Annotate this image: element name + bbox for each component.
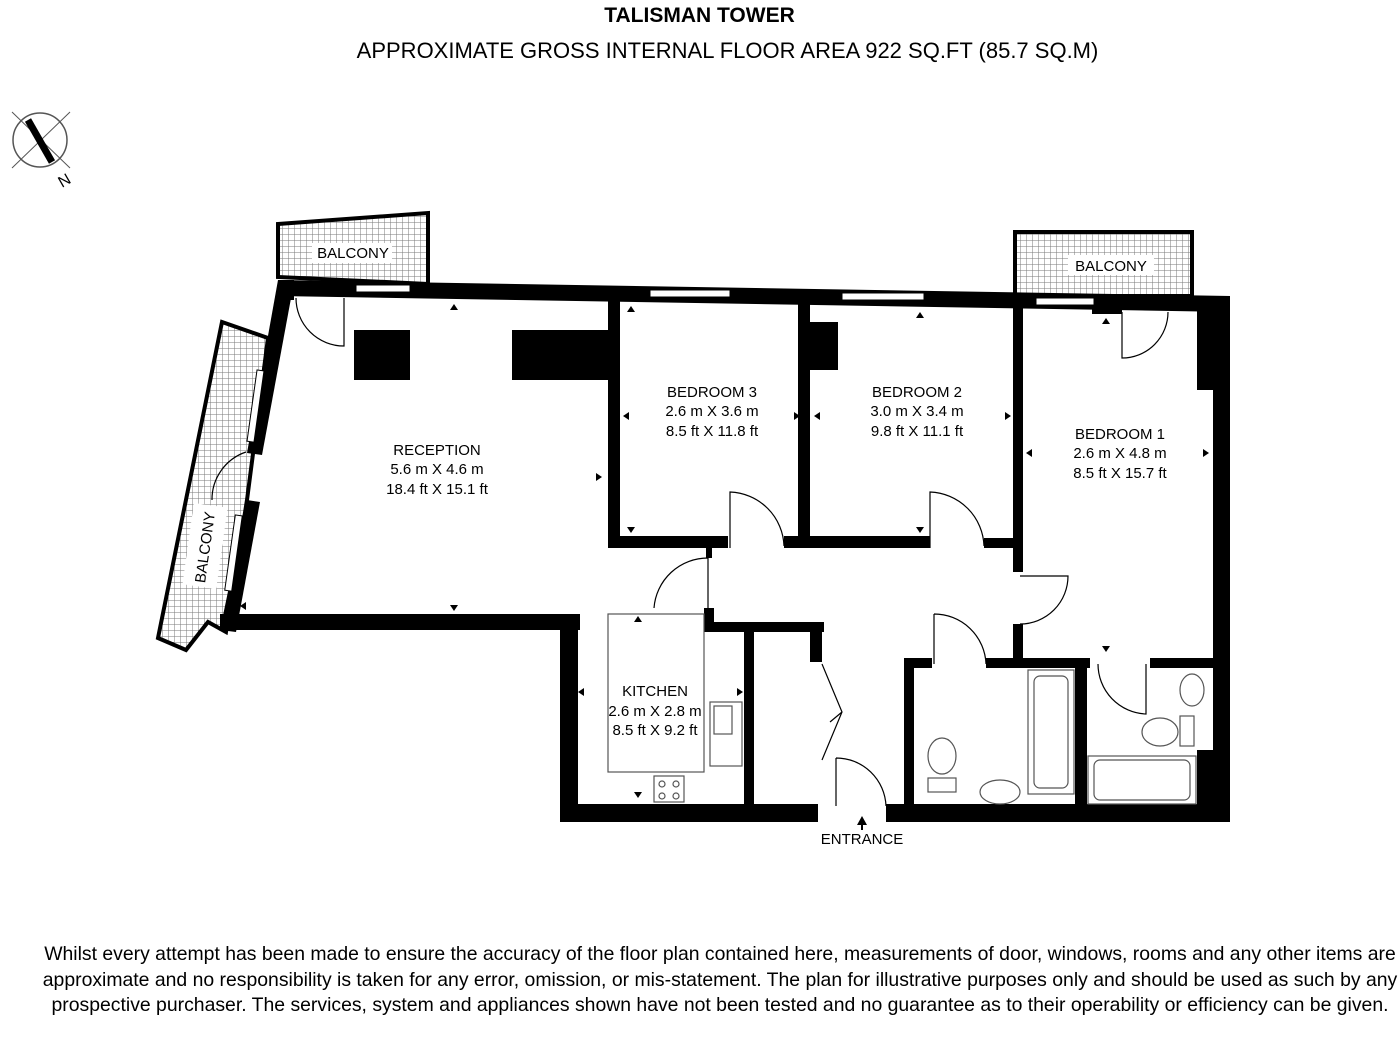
balcony-label-top-right: BALCONY <box>1075 258 1147 275</box>
room-name: RECEPTION <box>393 442 481 459</box>
hob-icon <box>654 776 684 802</box>
room-reception <box>386 442 489 498</box>
balcony-top-left <box>278 213 428 284</box>
disclaimer-text: Whilst every attempt has been made to ensure the accuracy of the floor plan contained here, measurements of door, windows, rooms and any other items are approximate and no responsibility is taken for any error, omission, or mis-statement. The plan for illustrative purposes only and should be used as such by any prospective purchaser. The services, system and appliances shown have not been tested and no guarantee as to their operability or efficiency can be given. <box>42 943 1398 1016</box>
compass-label: N <box>55 170 75 192</box>
room-bedroom-3 <box>665 384 759 440</box>
floor-area-subtitle: APPROXIMATE GROSS INTERNAL FLOOR AREA 922 SQ.FT (85.7 SQ.M) <box>356 38 1099 63</box>
room-imperial: 8.5 ft X 11.8 ft <box>665 423 759 440</box>
toilet-2-icon <box>1142 718 1178 746</box>
plan-title: TALISMAN TOWER <box>604 4 795 27</box>
balcony-left <box>158 322 268 650</box>
room-name: BEDROOM 3 <box>666 384 758 401</box>
basin-icon <box>980 780 1020 804</box>
room-name: KITCHEN <box>622 683 688 700</box>
balcony-top-right <box>1015 232 1192 296</box>
room-metric: 2.6 m X 3.6 m <box>665 403 759 420</box>
room-metric: 2.6 m X 2.8 m <box>608 703 702 720</box>
entrance-label: ENTRANCE <box>820 831 904 848</box>
room-imperial: 18.4 ft X 15.1 ft <box>386 481 488 498</box>
room-metric: 5.6 m X 4.6 m <box>390 461 484 478</box>
room-kitchen <box>608 683 701 739</box>
room-metric: 3.0 m X 3.4 m <box>870 403 964 420</box>
bathtub-2-icon <box>1088 756 1196 804</box>
balcony-label-top-left: BALCONY <box>317 245 389 262</box>
room-bedroom-1 <box>1073 426 1167 482</box>
room-imperial: 9.8 ft X 11.1 ft <box>870 423 964 440</box>
walls <box>220 280 1230 822</box>
room-name: BEDROOM 1 <box>1074 426 1166 443</box>
room-imperial: 8.5 ft X 15.7 ft <box>1073 465 1167 482</box>
basin-2-icon <box>1180 674 1204 706</box>
room-name: BEDROOM 2 <box>871 384 963 401</box>
room-bedroom-2 <box>870 384 964 440</box>
toilet-icon <box>928 738 956 774</box>
bathtub-icon <box>1028 670 1074 794</box>
room-imperial: 8.5 ft X 9.2 ft <box>612 722 698 739</box>
balcony-label-left: BALCONY <box>192 510 219 585</box>
compass-icon <box>12 112 74 191</box>
room-metric: 2.6 m X 4.8 m <box>1073 445 1167 462</box>
